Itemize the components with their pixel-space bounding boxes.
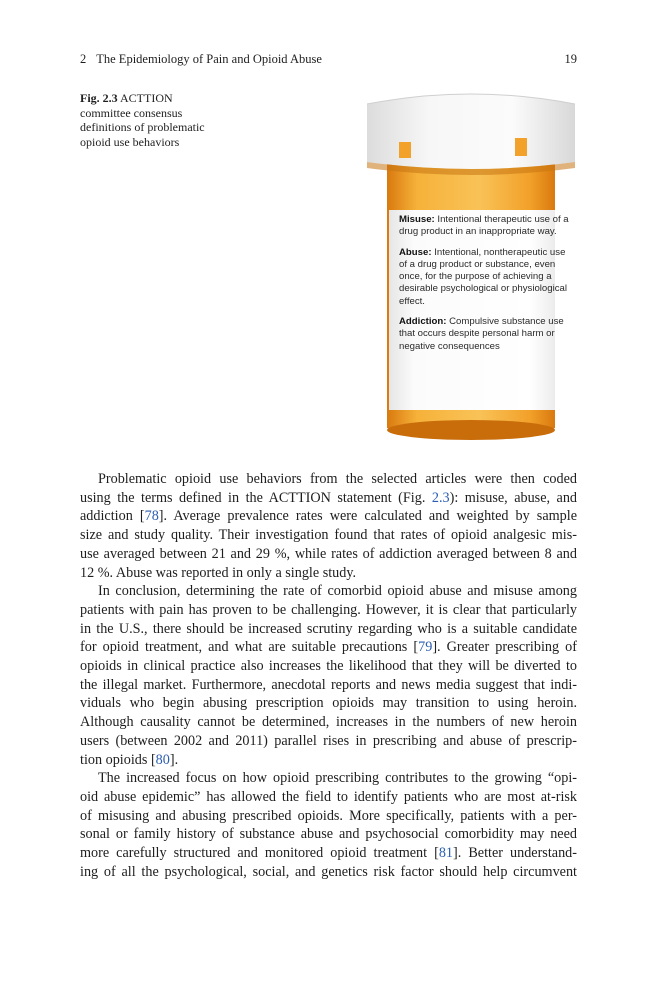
chapter-heading bbox=[80, 52, 322, 67]
bottle-label bbox=[399, 214, 569, 361]
definition-term: Abuse: bbox=[399, 246, 432, 258]
figure-label: Fig. 2.3 bbox=[80, 91, 118, 105]
caption-line: definitions of problematic bbox=[80, 120, 205, 134]
text-line bbox=[80, 751, 577, 770]
text-line: 12 %. Abuse was reported in only a single study. bbox=[80, 564, 357, 581]
text-span: using the terms defined in the ACTTION statement (Fig. bbox=[80, 489, 426, 506]
text-line: users (between 2002 and 2011) parallel rises in prescribing and abuse of prescrip- bbox=[80, 732, 577, 749]
text-span: for opioid treatment, and what are suitable precautions [ bbox=[80, 639, 419, 656]
text-line: The increased focus on how opioid prescribing contributes to the growing “opi- bbox=[98, 770, 577, 787]
figure-caption bbox=[80, 91, 230, 149]
text-line: viduals who begin abusing prescription opioids may transition to using heroin. bbox=[80, 695, 577, 712]
paragraph bbox=[80, 769, 577, 881]
text-span: ]. Better understand- bbox=[453, 845, 577, 862]
caption-line: opioid use behaviors bbox=[80, 134, 180, 149]
definition-text: Intentional, nontherapeutic use of a drug product or substance, even once, for the purpose of achieving a desirable psychological or physiological effect. bbox=[399, 246, 567, 307]
text-span: ]. bbox=[169, 751, 179, 768]
definition-abuse bbox=[399, 247, 569, 308]
text-span: more carefully structured and monitored opioid treatment [ bbox=[80, 845, 439, 862]
paragraph bbox=[80, 470, 577, 582]
citation-link[interactable]: 78 bbox=[144, 508, 159, 525]
paragraph bbox=[80, 582, 577, 769]
citation-link[interactable]: 81 bbox=[438, 845, 454, 862]
definition-term: Misuse: bbox=[399, 214, 435, 225]
text-span: ]. Average prevalence rates were calculated and weighted by sample bbox=[158, 508, 577, 525]
chapter-number: 2 bbox=[80, 52, 87, 66]
figure-reference-link[interactable]: 2.3 bbox=[431, 489, 450, 506]
pill-bottle-figure bbox=[365, 90, 577, 450]
text-line: size and study quality. Their investigation found that rates of opioid analgesic mis- bbox=[80, 527, 577, 544]
body-text bbox=[80, 470, 577, 881]
text-span: addiction [ bbox=[80, 508, 145, 525]
text-line bbox=[80, 844, 577, 863]
text-line bbox=[80, 638, 577, 657]
text-line: Although causality cannot be determined, increases in the numbers of new heroin bbox=[80, 714, 577, 731]
text-line: patients with pain has proven to be challenging. However, it is clear that particularly bbox=[80, 601, 577, 618]
text-line bbox=[80, 507, 577, 526]
caption-line: ACTTION bbox=[120, 91, 173, 105]
text-span: ): misuse, abuse, and bbox=[449, 489, 578, 506]
text-line bbox=[80, 489, 577, 508]
page-number: 19 bbox=[564, 52, 577, 66]
text-line: Problematic opioid use behaviors from the selected articles were then coded bbox=[98, 471, 577, 487]
text-line: in the U.S., there should be increased scrutiny regarding who is a suitable candidate bbox=[80, 620, 577, 637]
caption-line: committee consensus bbox=[80, 105, 183, 120]
definition-text: Intentional therapeutic use of a drug product in an inappropriate way. bbox=[399, 214, 569, 238]
definition-addiction bbox=[399, 316, 569, 353]
chapter-title: The Epidemiology of Pain and Opioid Abuse bbox=[96, 52, 322, 66]
citation-link[interactable]: 80 bbox=[155, 751, 170, 768]
running-header bbox=[80, 52, 577, 70]
text-line: ing of all the psychological, social, and genetics risk factor should help circumvent bbox=[80, 863, 577, 880]
citation-link[interactable]: 79 bbox=[418, 639, 433, 656]
text-line: oid abuse epidemic” has allowed the field to identify patients who are most at-risk bbox=[80, 788, 577, 805]
definition-misuse bbox=[399, 214, 569, 239]
text-line: In conclusion, determining the rate of comorbid opioid abuse and misuse among bbox=[98, 583, 577, 600]
text-line: use averaged between 21 and 29 %, while rates of addiction averaged between 8 and bbox=[80, 545, 577, 562]
definition-text: Compulsive substance use that occurs despite personal harm or negative consequences bbox=[399, 316, 564, 352]
text-line: sonal or family history of substance abuse and psychosocial comorbidity may need bbox=[80, 826, 577, 843]
text-line: of misusing and abusing prescribed opioids. More specifically, patients with a per- bbox=[80, 807, 577, 824]
text-span: tion opioids [ bbox=[80, 751, 156, 768]
definition-term: Addiction: bbox=[399, 316, 447, 328]
text-line: the illegal market. Furthermore, anecdotal reports and news media suggest that indi- bbox=[80, 676, 577, 693]
text-line: opioids in clinical practice also increases the likelihood that they will be diverted to bbox=[80, 658, 577, 675]
text-span: ]. Greater prescribing of bbox=[432, 639, 577, 656]
